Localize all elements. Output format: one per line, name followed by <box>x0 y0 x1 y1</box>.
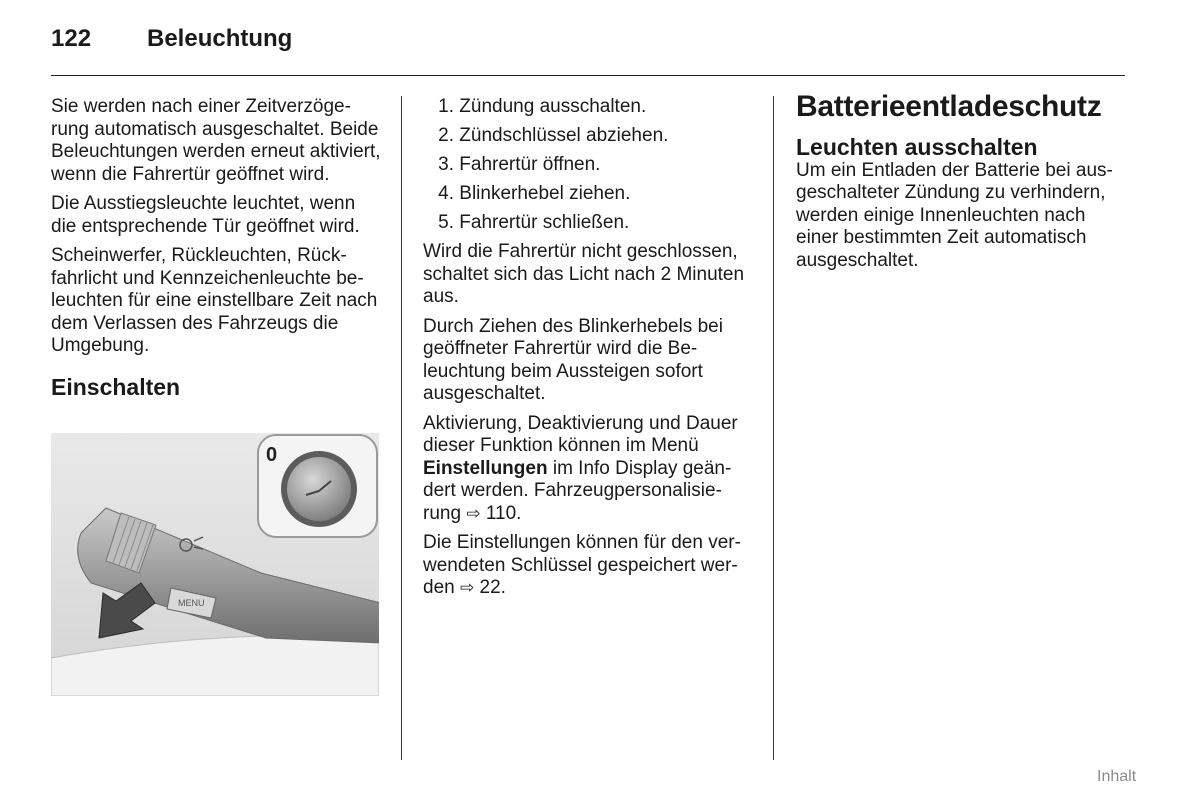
text-run: im Info Display geändert werden. Fahrzeugpersonalisierung <box>423 457 732 524</box>
column-1 <box>51 96 381 410</box>
column-divider-2 <box>773 96 774 760</box>
steps-list <box>423 96 753 235</box>
step-number: 3. <box>438 154 454 175</box>
menu-reference: Einstellungen <box>423 457 548 479</box>
page-ref-arrow-icon: ⇨ <box>459 578 475 597</box>
stalk-illustration <box>51 433 379 696</box>
subsection-heading: Leuchten ausschalten <box>796 133 1038 160</box>
page-ref-arrow-icon: ⇨ <box>466 503 481 523</box>
contents-link[interactable]: Inhalt <box>1097 768 1137 785</box>
step-text: Zündschlüssel abziehen. <box>459 125 669 146</box>
list-item <box>423 125 753 148</box>
list-item <box>423 183 753 206</box>
column-3 <box>796 90 1126 279</box>
list-item <box>423 96 753 119</box>
paragraph: Durch Ziehen des Blinkerhebels bei geöffneter Fahrertür wird die Beleuchtung beim Aussteigen sofort ausgeschaltet. <box>423 315 723 404</box>
paragraph <box>423 532 753 600</box>
paragraph: Um ein Entladen der Batterie bei ausgeschalteter Zündung zu verhindern, werden einige Innenleuchten nach einer bestimmten Zeit automatisch ausgeschaltet. <box>796 159 1113 271</box>
paragraph: Sie werden nach einer Zeitverzögerung automatisch ausgeschaltet. Beide Beleuchtungen werden erneut aktiviert, wenn die Fahrertür geöffnet wird. <box>51 96 381 185</box>
step-number: 5. <box>438 212 454 233</box>
paragraph <box>423 413 753 526</box>
step-text: Fahrertür öffnen. <box>459 154 601 175</box>
page-header <box>51 25 292 53</box>
page-link[interactable]: 110. <box>480 502 522 524</box>
step-text: Zündung ausschalten. <box>459 96 647 117</box>
page-number: 122 <box>51 25 92 52</box>
step-number: 4. <box>438 183 454 204</box>
text-run: Aktivierung, Deaktivierung und Dauer dieser Funktion können im Menü <box>423 412 738 456</box>
header-rule <box>51 75 1125 76</box>
column-divider-1 <box>401 96 402 760</box>
paragraph: Wird die Fahrertür nicht geschlossen, schaltet sich das Licht nach 2 Minuten aus. <box>423 241 745 307</box>
step-text: Blinkerhebel ziehen. <box>459 183 631 204</box>
section-heading: Batterieentladeschutz <box>796 90 1102 123</box>
list-item <box>423 154 753 177</box>
step-number: 2. <box>438 125 454 146</box>
page-link[interactable]: 22. <box>474 577 506 598</box>
paragraph: Die Ausstiegsleuchte leuchtet, wenn die entsprechende Tür geöffnet wird. <box>51 193 360 237</box>
list-item <box>423 212 753 235</box>
menu-button-label: MENU <box>178 598 205 608</box>
paragraph: Scheinwerfer, Rückleuchten, Rückfahrlicht und Kennzeichenleuchte beleuchten für eine einstellbare Zeit nach dem Verlassen des Fahrzeugs die Umgebung. <box>51 245 378 356</box>
column-2 <box>423 96 753 607</box>
step-number: 1. <box>438 96 454 117</box>
chapter-title: Beleuchtung <box>147 25 293 52</box>
text-run: Die Einstellungen können für den verwendeten Schlüssel gespeichert werden <box>423 532 741 598</box>
subheading-einschalten: Einschalten <box>51 373 181 400</box>
step-text: Fahrertür schließen. <box>459 212 630 233</box>
inset-label: 0 <box>266 444 278 466</box>
ignition-inset <box>258 435 377 537</box>
